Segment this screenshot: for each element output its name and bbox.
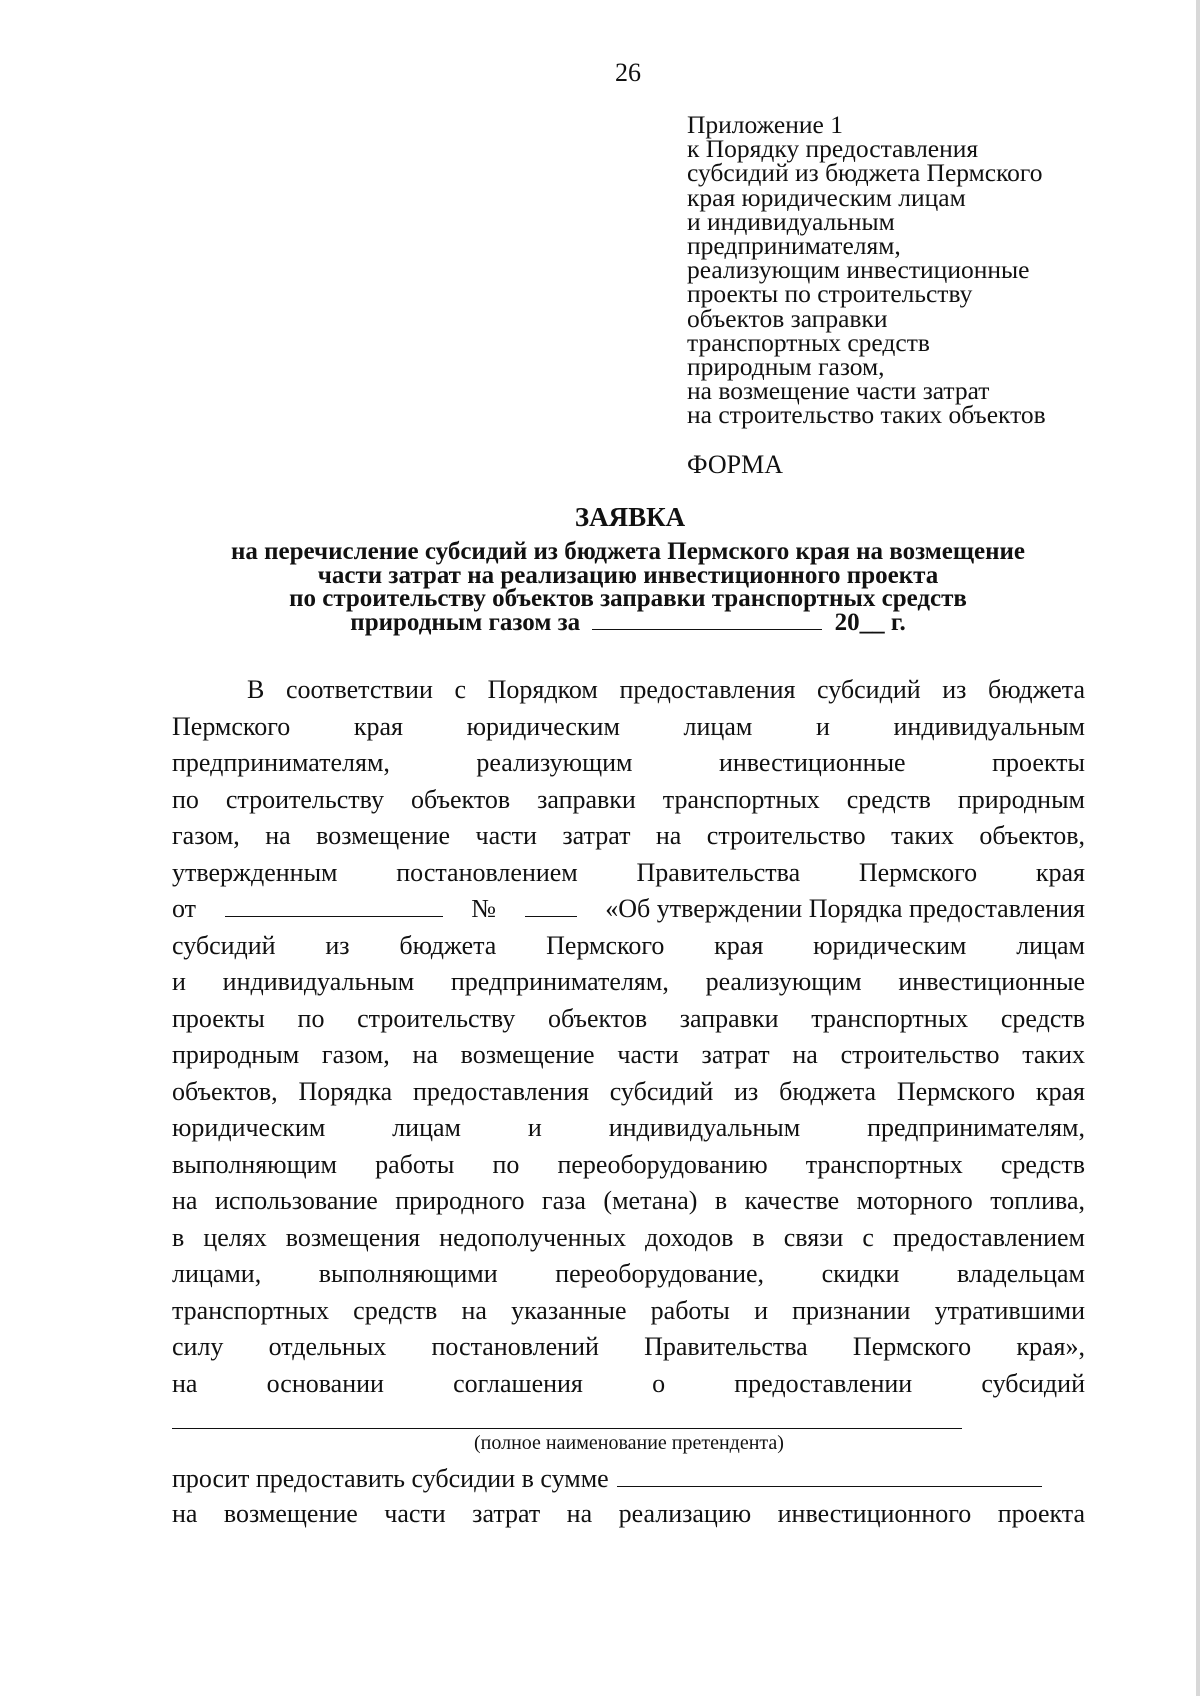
body-line: газом, на возмещение части затрат на строительство таких объектов,: [172, 821, 1085, 850]
subsidy-amount-field[interactable]: [617, 1460, 1042, 1487]
appendix-line: на строительство таких объектов: [687, 400, 1046, 430]
body-line: на использование природного газа (метана) в качестве моторного топлива,: [172, 1186, 1085, 1215]
appendix-line: транспортных средств: [687, 327, 930, 357]
body-line-decree: [172, 891, 1085, 928]
applicant-name-caption: (полное наименование претендента): [474, 1432, 784, 1454]
appendix-line: объектов заправки: [687, 303, 888, 333]
page-number: 26: [615, 58, 641, 87]
appendix-line: Приложение 1: [687, 110, 843, 139]
subtitle-period-label: природным газом за: [350, 608, 581, 636]
body-line: природным газом, на возмещение части затрат на строительство таких: [172, 1040, 1085, 1069]
appendix-line: и индивидуальным: [687, 206, 895, 236]
body-line: и индивидуальным предпринимателям, реализующим инвестиционные: [172, 967, 1085, 996]
body-line: лицами, выполняющими переоборудование, скидки владельцам: [172, 1259, 1085, 1288]
decree-date-blank[interactable]: [225, 915, 443, 917]
appendix-line: предпринимателям,: [687, 231, 901, 261]
appendix-header: [687, 110, 1107, 430]
document-subtitle: [172, 540, 1084, 634]
appendix-line: края юридическим лицам: [687, 182, 966, 212]
form-label: ФОРМА: [687, 450, 783, 479]
body-line: силу отдельных постановлений Правительства Пермского края»,: [172, 1332, 1085, 1361]
body-line: проекты по строительству объектов заправки транспортных средств: [172, 1003, 1085, 1033]
subtitle-year: 20__ г.: [834, 608, 906, 636]
body-line: субсидий из бюджета Пермского края юридическим лицам: [172, 930, 1085, 960]
applicant-name-field[interactable]: [172, 1428, 962, 1429]
body-line: в целях возмещения недополученных доходов в связи с предоставлением: [172, 1222, 1085, 1252]
appendix-line: к Порядку предоставления: [687, 134, 979, 164]
body-paragraph: [172, 672, 1085, 1402]
decree-from-label: от: [172, 894, 197, 923]
appendix-line: проекты по строительству: [687, 279, 973, 309]
subtitle-line-period: [172, 608, 1084, 636]
body-line: на основании соглашения о предоставлении субсидий: [172, 1368, 1085, 1398]
body-line: объектов, Порядка предоставления субсидий из бюджета Пермского края: [172, 1076, 1085, 1106]
subtitle-line: по строительству объектов заправки транспортных средств: [289, 585, 967, 612]
body-line-last: на возмещение части затрат на реализацию инвестиционного проекта: [172, 1499, 1085, 1528]
subtitle-line: на перечисление субсидий из бюджета Пермского края на возмещение: [230, 538, 1026, 565]
scan-edge-shadow: [1196, 0, 1200, 1696]
appendix-line: реализующим инвестиционные: [687, 255, 1030, 285]
decree-number-label: №: [471, 894, 497, 923]
decree-number-blank[interactable]: [525, 915, 577, 917]
body-line: утвержденным постановлением Правительства Пермского края: [172, 857, 1085, 887]
period-blank-field[interactable]: [592, 628, 822, 630]
body-line: Пермского края юридическим лицам и индивидуальным: [172, 711, 1085, 741]
document-title: ЗАЯВКА: [574, 502, 686, 532]
subsidy-amount-line: [172, 1460, 1085, 1498]
appendix-line: природным газом,: [687, 352, 885, 382]
body-line: транспортных средств на указанные работы и признании утратившими: [172, 1295, 1085, 1325]
subsidy-amount-label: просит предоставить субсидии в сумме: [172, 1464, 609, 1493]
body-line: юридическим лицам и индивидуальным предпринимателям,: [172, 1113, 1085, 1142]
body-line: В соответствии с Порядком предоставления субсидий из бюджета: [247, 675, 1085, 704]
appendix-line: субсидий из бюджета Пермского: [687, 158, 1043, 188]
body-line: предпринимателям, реализующим инвестиционные проекты: [172, 748, 1085, 777]
body-line: по строительству объектов заправки транспортных средств природным: [172, 784, 1085, 814]
subtitle-line: части затрат на реализацию инвестиционного проекта: [317, 561, 939, 589]
appendix-line: на возмещение части затрат: [687, 376, 990, 406]
decree-title-start: «Об утверждении Порядка предоставления: [605, 894, 1085, 923]
body-line: выполняющим работы по переоборудованию транспортных средств: [172, 1149, 1085, 1179]
